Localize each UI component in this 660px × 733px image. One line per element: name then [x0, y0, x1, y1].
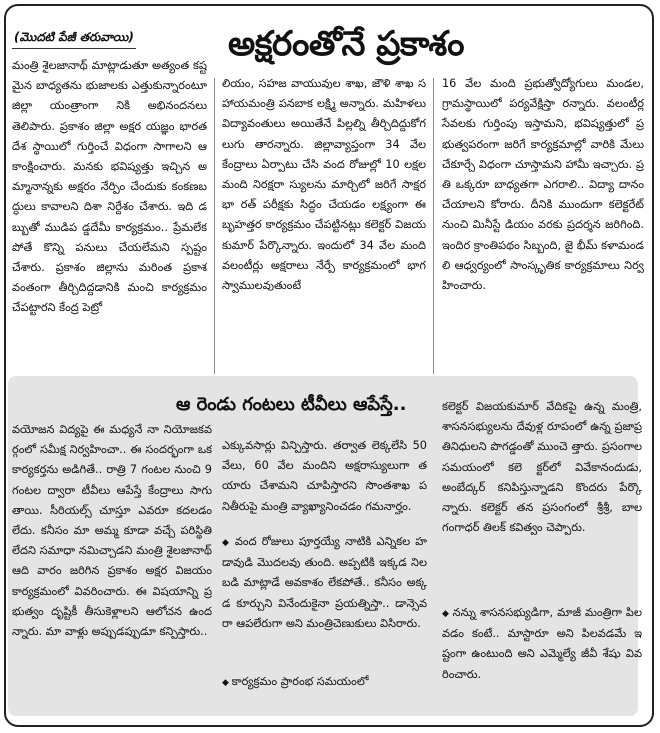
bullet-icon: ◆ — [222, 538, 235, 548]
top-column-3: 16 వేల మంది ప్రభుత్వోద్యోగులు మండల, గ్రామస్థాయిలో పర్యవేక్షిస్తా రన్నారు. వలంటీర్ల సేవలకు గుర్తింపు ఇస్తామని, భవిష్యత్తులో ప్రభుత్వపరంగా జరిగే కార్యక్రమాల్లో వారికి మేలు చేకూర్చే విధంగా చూస్తామని హామీ ఇచ్చారు. ప్రతి ఒక్కరూ బాధ్యతగా ఎగరాలి.. విద్యా దానం చేయాలని కోరారు. దీనికి ముందుగా కలెక్టరేట్ నుంచి మినీస్టే డియం వరకు ప్రదర్శన జరిగింది. ఇందిర క్రాంతిపథం సిబ్బంది, జై భీమ్ కళామండలి ఆధ్వర్యంలో సాంస్కృతిక కార్యక్రమాలు నిర్వహించారు. — [442, 77, 644, 293]
box-paragraph: ◆ నన్ను శాసనసభ్యుడిగా, మాజీ మంత్రిగా పిలవడం కంటే.. మాస్టారూ అని పిలవడమే ఇష్టంగా ఉంటుంది అని ఎమ్మెల్యే జీవీ శేషు వివరించారు. — [442, 606, 642, 681]
sidebar-headline: ఆ రెండు గంటలు టీవీలు ఆపేస్తే.. — [176, 394, 407, 415]
top-column-2: లియం, సహజ వాయువుల శాఖ, జౌళి శాఖ సహాయమంత్రి పనబాక లక్ష్మి అన్నారు. మహిళలు విద్యావంతులు అయితేనే పిల్లల్ని తీర్చిదిద్దుకోగలుగు తారన్నారు. జిల్లావ్యాప్తంగా 34 వేల కేంద్రాలు ఏర్పాటు చేసి వంద రోజుల్లో 10 లక్షల మంది నిరక్షరా స్యులను మార్చిలో జరిగే సాక్షరభా రత్ పరీక్షకు సిద్ధం చేయడం లక్ష్యంగా ఈ బృహత్తర కార్యక్రమం చేపట్టినట్లు కలెక్టర్ విజయకుమార్ పేర్కొన్నారు. ఇందులో 34 వేల మంది వలంటీర్లు అక్షరాలు నేర్పే కార్యక్రమంలో భాగస్వాములవుతుంటే — [222, 77, 426, 293]
box-paragraph: ◆ కార్యక్రమం ప్రారంభ సమయంలో — [222, 675, 369, 688]
column-divider — [433, 78, 434, 374]
bullet-icon: ◆ — [222, 678, 232, 688]
box-paragraph: ◆ వంద రోజులు పూర్తయ్యే నాటికి ఎన్నికల హడావుడి మొదలవు తుంది. అప్పటికి ఇక్కడ నిలబడి మాట్లాడే అవకాశం లేకపోతే.. కనీసం అక్కడ కూర్చుని వినేందుకైనా ప్రయత్నిస్తా.. డాన్సెవరా ఆపలేరుగా అని మంత్రిచెణుకులు విసిరారు. — [222, 535, 427, 630]
kicker-label: (మొదటి పేజీ తరువాయి) — [12, 30, 136, 49]
box-column-3 — [442, 397, 642, 712]
bullet-icon: ◆ — [442, 609, 453, 619]
box-paragraph: ఎక్కువసార్లు విన్పిస్తారు. తర్వాత లెక్కలేసి 50 వేలు, 60 వేల మందిని అక్షరాస్యులుగా తయారు చేశామని చూపిస్తారని సొంతశాఖ పనితీరుపై మంత్రి వ్యాఖ్యానించడం గమనార్హం. — [222, 439, 427, 513]
box-column-1: వయోజన విద్యపై ఈ మధ్యనే నా నియోజకవర్గంలో సమీక్ష నిర్వహించా.. ఈ సందర్భంగా ఒక కార్యకర్తను అడిగితే.. రాత్రి 7 గంటల నుంచి 9 గంటల ద్వారా టీవీలు ఆపేస్తే కేంద్రాలు సాగు తాయి. సీరియల్స్ చూస్తూ ఎవరూ కదలడం లేదు. కనీసం మా అమ్మ కూడా వచ్చే పరిస్థితి లేదని సమాధా నమిచ్చాడని మంత్రి శైలజానాథ్ ఆది వారం జరిగిన ప్రకాశం అక్షర విజయం కార్యక్రమంలో వివరించారు. ఈ విషయాన్ని ప్రభుత్వం దృష్టికీ తీసుకెళ్లాలని ఆలోచన ఉందన్నారు. మా వాళ్లు అప్పుడప్పుడూ కన్పిస్తారు.. — [12, 423, 212, 639]
top-column-1: మంత్రి శైలజానాథ్ మాట్లాడుతూ అత్యంత కష్టమైన బాధ్యతను భుజాలకు ఎత్తుకున్నారంటూ జిల్లా యంత్రాంగా నికి అభినందనలు తెలిపారు. ప్రకాశం జిల్లా అక్షర యజ్ఞం భారతదేశ స్థాయిలో గుర్తించే విధంగా సాగాలని ఆకాంక్షించారు. మనకు భవిష్యత్తు ఇచ్చిన అమ్మానాన్నకు అక్షరం నేర్పిం చేందుకు కంకణబద్ధులు కావాలని దిశా నిర్దేశం చేశారు. ఇది డబ్బుతో ముడిప డ్డదేమీ కార్యక్రమం.. ప్రేమలేకపోతే కొన్ని పనులు చేయలేమని స్పష్టం చేశారు. ప్రకాశం జిల్లాను మరింత ప్రకాశవంతంగా తీర్చిదిద్దడానికి మంచి కార్యక్రమం చేపట్టారని కేంద్ర పెట్రో — [12, 59, 207, 315]
column-divider — [214, 78, 215, 374]
headline: అక్షరంతోనే ప్రకాశం — [228, 24, 464, 64]
box-column-2 — [222, 436, 427, 712]
box-paragraph: కలెక్టర్ విజయకుమార్ వేదికపై ఉన్న మంత్రి, శాసనసభ్యులను దేవుళ్ల రూపంలో ఉన్న ప్రజాప్ర తినిధులని పొగడ్డంతో ముంచె త్తారు. ప్రసంగాల సమయంలో కలె క్టర్‌లో వివేకానందుడు, అంబేద్కర్ కనిపిస్తున్నాడని కొందరు పేర్కొ న్నారు. కలెక్టర్ తన ప్రసంగంలో శ్రీశ్రీ, బాలగంగాధర్ తిలక్ కవిత్వం చెప్పారు. — [442, 400, 642, 535]
